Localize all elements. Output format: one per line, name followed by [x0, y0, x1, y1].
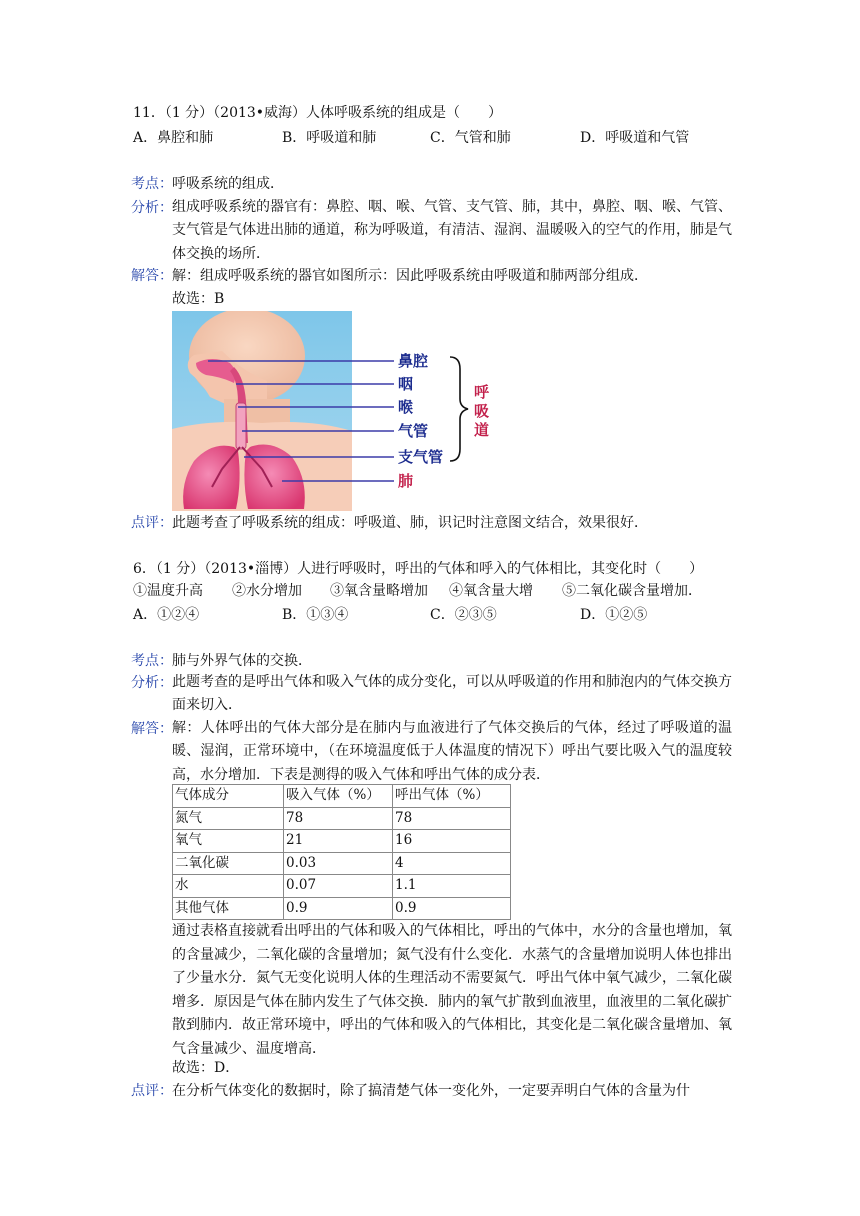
- q11-option-b: B．呼吸道和肺: [282, 130, 377, 146]
- label-trachea: 气管: [398, 422, 429, 440]
- table-cell: 氮气: [173, 807, 284, 830]
- q11-jieda-label: 解答：: [131, 268, 173, 284]
- table-header-cell: 呼出气体（%）: [393, 785, 511, 808]
- q6-option-c: C．②③⑤: [430, 607, 497, 623]
- q11-fenxi: 组成呼吸系统的器官有：鼻腔、咽、喉、气管、支气管、肺，其中，鼻腔、咽、喉、气管、支气管是气体进出肺的通道，称为呼吸道，有清洁、湿润、温暖吸入的空气的作用，肺是气体交换的场所．: [172, 199, 732, 262]
- table-row: [173, 830, 511, 853]
- table-cell: 4: [393, 852, 511, 875]
- q6-jieda-label: 解答：: [131, 721, 173, 737]
- q6-fenxi-label: 分析：: [131, 675, 173, 691]
- label-respiratory-tract: 呼吸道: [474, 383, 490, 439]
- q6-answer: 故选：D．: [172, 1060, 240, 1076]
- table-header-cell: 吸入气体（%）: [284, 785, 393, 808]
- q6-option-d: D．①②⑤: [580, 607, 648, 623]
- q6-choice-4: ④氧含量大增: [449, 583, 533, 599]
- q11-stem: 11．（1 分）（2013•威海）人体呼吸系统的组成是（ ）: [133, 105, 503, 121]
- table-cell: 二氧化碳: [173, 852, 284, 875]
- table-cell: 0.03: [284, 852, 393, 875]
- q11-jieda: 解：组成呼吸系统的器官如图所示：因此呼吸系统由呼吸道和肺两部分组成．: [172, 268, 648, 284]
- respiratory-diagram: [172, 311, 500, 511]
- q6-option-a: A．①②④: [133, 607, 200, 623]
- q6-dianping: 在分析气体变化的数据时，除了搞清楚气体一变化外，一定要弄明白气体的含量为什: [172, 1083, 690, 1099]
- label-pharynx: 咽: [398, 375, 414, 393]
- q6-fenxi: 此题考查的是呼出气体和吸入气体的成分变化，可以从呼吸道的作用和肺泡内的气体交换方面来切入．: [172, 674, 732, 714]
- q11-dianping-label: 点评：: [131, 515, 173, 531]
- table-row: [173, 897, 511, 920]
- q11-kaodian-label: 考点：: [131, 176, 173, 192]
- label-nasal-cavity: 鼻腔: [398, 352, 429, 370]
- table-cell: 78: [393, 807, 511, 830]
- q6-dianping-label: 点评：: [131, 1083, 173, 1099]
- q6-kaodian: 肺与外界气体的交换．: [172, 653, 312, 669]
- q6-stem: 6．（1 分）（2013•淄博）人进行呼吸时，呼出的气体和呼入的气体相比，其变化时（ ）: [133, 561, 704, 577]
- q11-answer: 故选：B: [172, 291, 225, 307]
- q11-option-c: C．气管和肺: [430, 130, 511, 146]
- table-cell: 其他气体: [173, 897, 284, 920]
- table-cell: 16: [393, 830, 511, 853]
- respiratory-system-figure: [172, 311, 500, 511]
- gas-composition-table: [172, 784, 511, 920]
- q11-kaodian: 呼吸系统的组成．: [172, 176, 284, 192]
- label-lung: 肺: [398, 472, 414, 490]
- q6-choice-1: ①温度升高: [133, 583, 203, 599]
- table-cell: 0.9: [284, 897, 393, 920]
- table-row: [173, 807, 511, 830]
- q6-choice-2: ②水分增加: [232, 583, 302, 599]
- table-row: [173, 852, 511, 875]
- table-header-cell: 气体成分: [173, 785, 284, 808]
- q6-choice-3: ③氧含量略增加: [330, 583, 428, 599]
- table-cell: 78: [284, 807, 393, 830]
- table-cell: 21: [284, 830, 393, 853]
- q6-kaodian-label: 考点：: [131, 653, 173, 669]
- table-cell: 0.07: [284, 875, 393, 898]
- table-header-row: [173, 785, 511, 808]
- table-cell: 水: [173, 875, 284, 898]
- table-cell: 氧气: [173, 830, 284, 853]
- q11-dianping: 此题考查了呼吸系统的组成：呼吸道、肺，识记时注意图文结合，效果很好．: [172, 515, 648, 531]
- q11-fenxi-label: 分析：: [131, 200, 173, 216]
- q6-jieda-continued: 通过表格直接就看出呼出的气体和吸入的气体相比，呼出的气体中，水分的含量也增加，氧的含量减少，二氧化碳的含量增加；氮气没有什么变化．水蒸气的含量增加说明人体也排出了少量水分．氮气无变化说明人体的生理活动不需要氮气．呼出气体中氧气减少，二氧化碳增多．原因是气体在肺内发生了气体交换．肺内的氧气扩散到血液里，血液里的二氧化碳扩散到肺内．故正常环境中，呼出的气体和吸入的气体相比，其变化是二氧化碳含量增加、氧气含量减少、温度增高．: [172, 923, 732, 1057]
- q11-option-a: A．鼻腔和肺: [133, 130, 214, 146]
- q6-choice-5: ⑤二氧化碳含量增加．: [562, 583, 702, 599]
- bracket-shape: [450, 357, 468, 461]
- label-bronchus: 支气管: [398, 448, 444, 466]
- label-larynx: 喉: [398, 398, 414, 416]
- q6-option-b: B．①③④: [282, 607, 349, 623]
- q11-option-d: D．呼吸道和气管: [580, 130, 690, 146]
- table-row: [173, 875, 511, 898]
- table-cell: 1.1: [393, 875, 511, 898]
- q6-jieda: 解：人体呼出的气体大部分是在肺内与血液进行了气体交换后的气体，经过了呼吸道的温暖、湿润，正常环境中，（在环境温度低于人体温度的情况下）呼出气要比吸入气的温度较高，水分增加．下表是测得的吸入气体和呼出气体的成分表．: [172, 720, 732, 783]
- table-cell: 0.9: [393, 897, 511, 920]
